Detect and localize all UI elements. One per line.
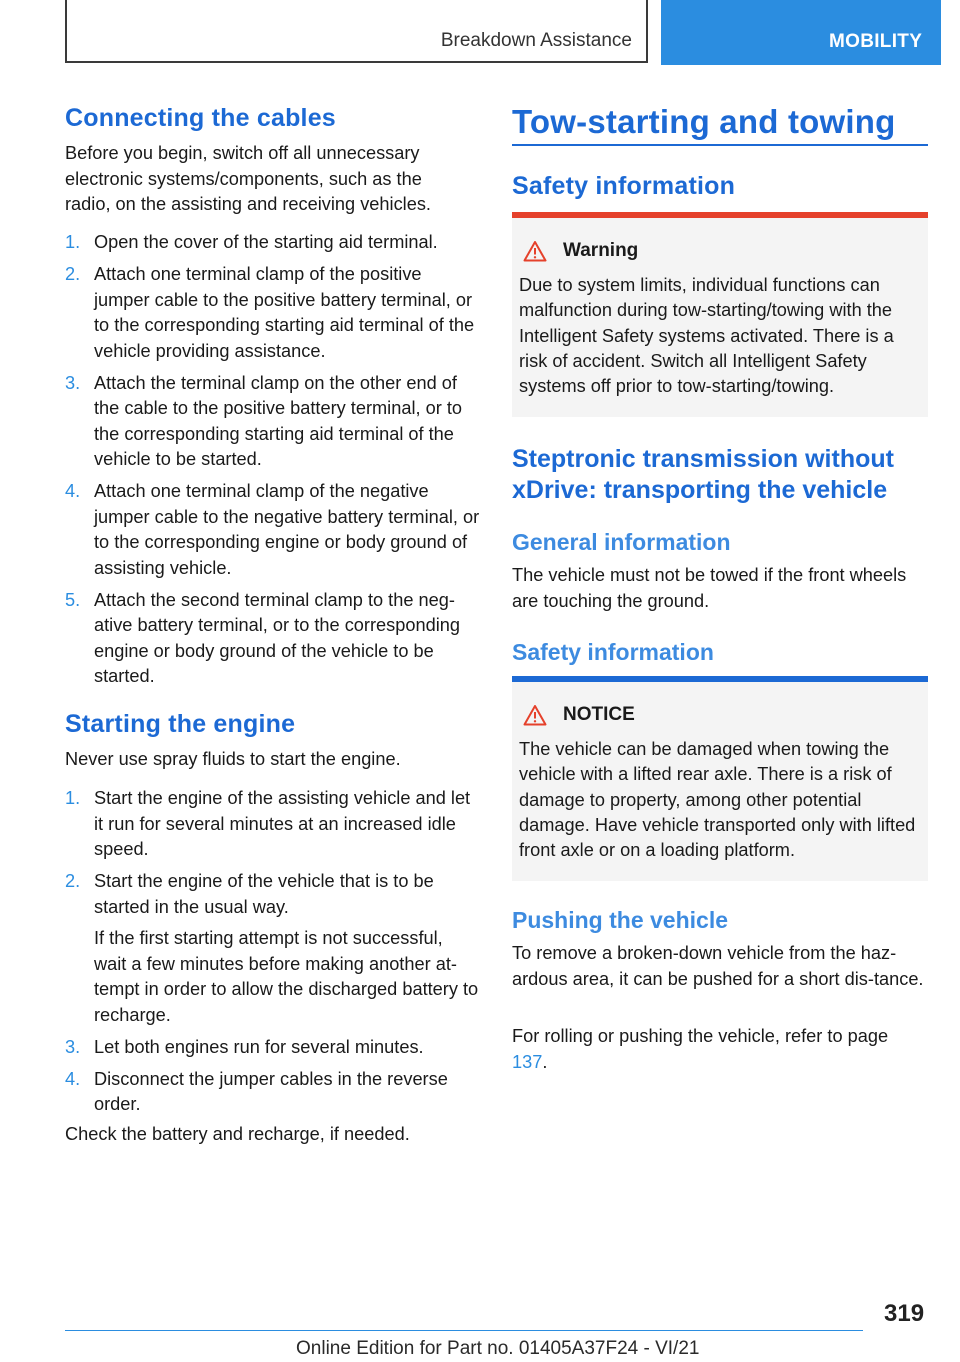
step-text: Attach the terminal clamp on the other end of the cable to the positive battery terminal, or to the corresponding starting aid terminal of the vehicle to be started. [94,372,462,469]
list-item [65,262,480,364]
step-text: Attach one terminal clamp of the negative jumper cable to the negative battery terminal, or to the corresponding engine or body ground of assisting vehicle. [94,481,480,578]
step-text: Start the engine of the vehicle that is to be started in the usual way. [94,871,434,917]
header-chapter-tab[interactable] [661,0,941,65]
warning-triangle-icon [523,704,547,726]
warning-box [512,212,928,417]
heading-steptronic: Steptronic transmission without xDrive: transporting the vehicle [512,445,894,504]
intro-connecting-cables: Before you begin, switch off all unnecessary electronic systems/components, such as the radio, on the assisting and receiving vehicles. [65,143,431,214]
heading-starting-engine: Starting the engine [65,710,296,738]
warning-triangle-icon [523,240,547,262]
notice-body: The vehicle can be damaged when towing the vehicle with a lifted rear axle. There is a risk of damage to property, among other potential damage. Have vehicle transported only with lifted front axle or on a loading platform. [519,739,916,861]
list-item [65,371,480,473]
check-battery-text: Check the battery and recharge, if needed. [65,1124,410,1144]
step-text: Disconnect the jumper cables in the reverse order. [94,1068,448,1114]
footer-edition: Online Edition for Part no. 01405A37F24 - VI/21 [296,1338,700,1359]
page-number: 319 [884,1300,925,1327]
step-number: 2. [65,871,81,891]
notice-title-row [519,704,918,726]
heading-rule [512,144,928,146]
heading-pushing-vehicle: Pushing the vehicle [512,907,728,933]
page-link[interactable]: 137 [512,1051,543,1072]
pushing-vehicle-text: To remove a broken-down vehicle from the haz-ardous area, it can be pushed for a short dis-tance. [512,943,924,989]
refer-page-suffix: . [542,1051,548,1072]
heading-safety-information: Safety information [512,172,736,200]
step-text: Attach the second terminal clamp to the neg-ative battery terminal, or to the corresponding engine or body ground of the vehicle to be started. [94,589,460,686]
step-number: 3. [65,1036,81,1057]
header-chapter-label: MOBILITY [829,31,923,52]
step-number: 5. [65,589,81,610]
step-text: Open the cover of the starting aid terminal. [94,232,438,252]
step-number: 3. [65,372,81,393]
heading-connecting-cables: Connecting the cables [65,104,336,132]
general-information-text: The vehicle must not be towed if the front wheels are touching the ground. [512,565,907,611]
warning-title-row [519,240,918,262]
heading-tow-starting: Tow-starting and towing [512,103,896,140]
step-number: 4. [65,1068,81,1089]
step-text: Start the engine of the assisting vehicle and let it run for several minutes at an increased idle speed. [94,788,471,859]
notice-box [512,676,928,881]
footer-rule [65,1330,863,1331]
step-note: If the first starting attempt is not successful, wait a few minutes before making another at-tempt in order to allow the discharged battery to recharge. [94,928,479,1025]
list-item [65,1067,480,1118]
step-number: 1. [65,232,81,252]
list-item [65,479,480,581]
refer-page-text [512,1024,912,1075]
header-section-box [65,0,648,63]
intro-starting-engine: Never use spray fluids to start the engine. [65,749,401,769]
connect-steps-list [65,230,480,696]
step-number: 4. [65,481,81,501]
warning-title: Warning [563,240,639,261]
step-number: 2. [65,264,81,284]
warning-body: Due to system limits, individual functions can malfunction during tow-starting/towing with the Intelligent Safety systems activated. There is a risk of accident. Switch all Intelligent Safety systems off prior to tow-starting/towing. [519,275,894,397]
list-item [65,230,480,256]
list-item [65,1035,480,1061]
refer-page-prefix: For rolling or pushing the vehicle, refer to page [512,1026,889,1046]
step-text: Attach one terminal clamp of the positive jumper cable to the positive battery terminal, or to the corresponding starting aid terminal of the vehicle providing assistance. [94,264,475,361]
list-item [65,869,480,1028]
heading-safety-information-2: Safety information [512,639,714,665]
list-item [65,786,480,863]
step-text: Let both engines run for several minutes. [94,1036,424,1057]
start-steps-list [65,786,480,1124]
header-section-title: Breakdown Assistance [440,30,632,51]
list-item [65,588,480,690]
notice-title: NOTICE [563,704,635,725]
heading-general-information: General information [512,529,731,555]
step-number: 1. [65,788,81,808]
